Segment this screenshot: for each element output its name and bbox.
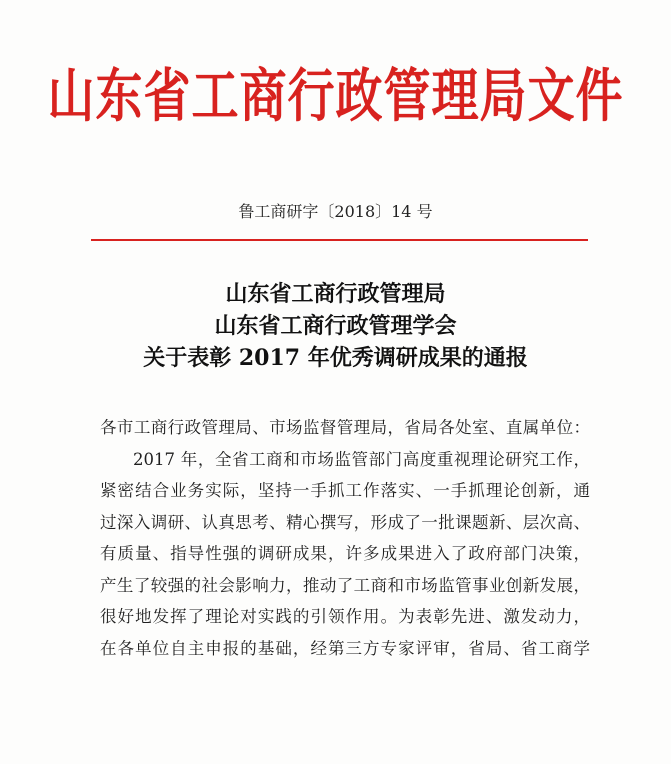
notice-title: [0, 278, 671, 374]
body-line: 很好地发挥了理论对实践的引领作用。为表彰先进、激发动力，: [100, 607, 590, 626]
notice-body: [100, 412, 590, 664]
body-line: 2017 年，全省工商和市场监管部门高度重视理论研究工作，: [133, 449, 590, 469]
notice-title-line-3: 关于表彰 2017 年优秀调研成果的通报: [143, 345, 528, 371]
body-line: 紧密结合业务实际，坚持一手抓工作落实、一手抓理论创新，通: [100, 481, 590, 500]
body-line: 过深入调研、认真思考、精心撰写，形成了一批课题新、层次高、: [100, 512, 590, 532]
notice-title-line-2: 山东省工商行政管理学会: [214, 313, 457, 339]
red-divider-line: [91, 239, 588, 241]
salutation-line: 各市工商行政管理局、市场监督管理局，省局各处室、直属单位：: [100, 418, 590, 437]
document-number: 鲁工商研字〔2018〕14 号: [238, 202, 433, 221]
document-header-title: 山东省工商行政管理局文件: [47, 62, 624, 130]
notice-title-line-1: 山东省工商行政管理局: [225, 281, 446, 307]
body-line: 产生了较强的社会影响力，推动了工商和市场监管事业创新发展，: [100, 575, 590, 595]
body-line: 有质量、指导性强的调研成果，许多成果进入了政府部门决策，: [100, 544, 590, 563]
body-line: 在各单位自主申报的基础，经第三方专家评审，省局、省工商学: [100, 638, 590, 658]
